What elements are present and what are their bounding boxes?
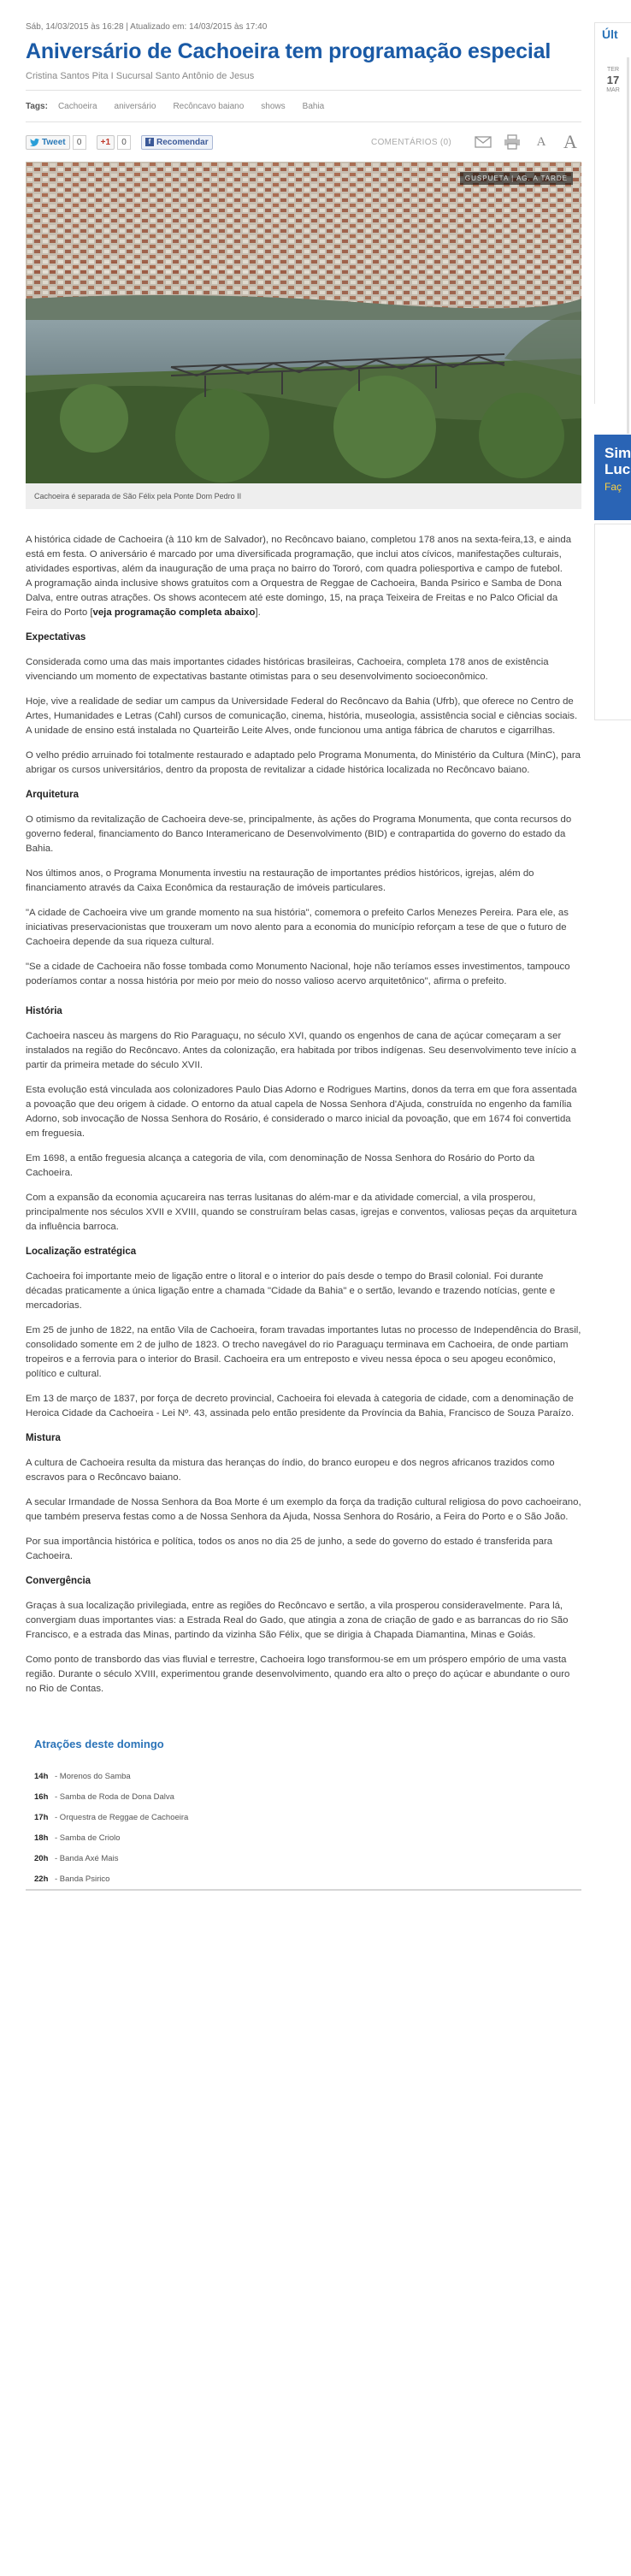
paragraph: Graças à sua localização privilegiada, entre as regiões do Recôncavo e sertão, a vila prosperou consideravelmente. Para lá, convergiam duas importantes vias: a Estrada Real do Gado, que atingia a zona de criação de gado e as barrancas do rio São Francisco, e a estrada das Minas, partindo da vizinha São Félix, que se dirigia à Chapada Diamantina, Minas e Goiás. — [26, 1601, 569, 1640]
paragraph-text: A programação ainda inclusive shows gratuitos com a Orquestra de Reggae de Cachoeira, Banda Psirico e Samba de Dona Dalva, entre outras atrações. Os shows acontecem até este domingo, 15, na praça Teixeira de Freitas e no Palco Oficial da Feira do Porto [ — [26, 578, 562, 618]
news-date-month: MAR — [606, 87, 620, 93]
paragraph: Em 13 de março de 1837, por força de decreto provincial, Cachoeira foi elevada à categoria de cidade, com a denominação de Heroica Cidade da Cachoeira - Lei Nº. 43, assinada pelo então presidente da Província da Bahia, Francisco de Souza Paraízo. — [26, 1394, 575, 1418]
news-date-weekday: TER — [607, 67, 619, 73]
divider — [26, 90, 581, 91]
tweet-label: Tweet — [42, 137, 66, 147]
schedule-act: - Banda Psirico — [55, 1874, 110, 1884]
schedule-act: - Orquestra de Reggae de Cachoeira — [55, 1812, 189, 1822]
schedule-act: - Samba de Roda de Dona Dalva — [55, 1791, 174, 1802]
schedule-hour: 17h — [34, 1812, 49, 1822]
schedule-item — [26, 1848, 222, 1868]
schedule-act: - Morenos do Samba — [55, 1771, 131, 1781]
paragraph: Em 1698, a então freguesia alcança a categoria de vila, com denominação de Nossa Senhora do Rosário do Porto da Cachoeira. — [26, 1153, 535, 1178]
paragraph: Cachoeira foi importante meio de ligação entre o litoral e o interior do país desde o tempo do Brasil colonial. Foi durante décadas praticamente a única ligação entre a chamada "Cidade da Bahia" e o sertão, levando e trazendo notícias, gente e mercadorias. — [26, 1271, 556, 1311]
news-date-day: 17 — [606, 74, 620, 86]
article-title: Aniversário de Cachoeira tem programação especial — [26, 39, 551, 63]
ad-text: Luc — [604, 461, 631, 477]
paragraph: Por sua importância histórica e política, todos os anos no dia 25 de junho, a sede do governo do estado é transferida para Cachoeira. — [26, 1537, 553, 1561]
paragraph: Hoje, vive a realidade de sediar um campus da Universidade Federal do Recôncavo da Bahia (Ufrb), que oferece no Centro de Artes, Humanidades e Letras (Cahl) cursos de comunicação, cinema, história, museologia, assistência social e ciências sociais. A unidade de ensino está instalada no Quarteirão Leite Alves, onde funcionou uma antiga fábrica de charutos e cigarrilhas. — [26, 696, 578, 736]
schedule-item — [26, 1868, 222, 1889]
paragraph: Com a expansão da economia açucareira nas terras lusitanas do além-mar e da atividade comercial, a vila prosperou, principalmente nos séculos XVII e XVIII, quando se construíram belas casas, igrejas e conventos, valiosas peças da arquitetura da influência barroca. — [26, 1193, 577, 1232]
article-author: Cristina Santos Pita I Sucursal Santo Antônio de Jesus — [26, 71, 255, 81]
tweet-count: 0 — [73, 135, 86, 150]
paragraph: Cachoeira nasceu às margens do Rio Paraguaçu, no século XVI, quando os engenhos de cana de açúcar começaram a ser instalados na região do Recôncavo. Antes da colonização, era habitada por tribos indígenas. Seu desenvolvimento teve início a partir da primeira metade do século XVII. — [26, 1031, 576, 1070]
email-button[interactable] — [472, 133, 494, 151]
program-link[interactable]: veja programação completa abaixo — [92, 607, 256, 618]
schedule-title: Atrações deste domingo — [34, 1738, 164, 1750]
schedule-hour: 22h — [34, 1874, 49, 1884]
share-toolbar — [26, 131, 581, 153]
schedule-item — [26, 1827, 222, 1848]
print-button[interactable] — [501, 133, 523, 151]
tag-list — [26, 99, 581, 113]
paragraph: A cultura de Cachoeira resulta da mistura das heranças do índio, do branco europeu e dos negros africanos trazidos como escravos para o Recôncavo baiano. — [26, 1458, 555, 1483]
section-heading: Expectativas — [26, 632, 86, 643]
font-increase-button[interactable] — [559, 133, 581, 151]
ad-cta: Faç — [604, 481, 622, 493]
font-decrease-button[interactable] — [530, 133, 552, 151]
article-photo — [26, 162, 581, 483]
scrollbar[interactable] — [627, 57, 629, 434]
email-icon — [475, 136, 492, 148]
paragraph — [26, 577, 581, 620]
schedule-item — [26, 1766, 222, 1786]
section-heading: História — [26, 1006, 62, 1016]
schedule-item — [26, 1786, 222, 1807]
sidebar-box — [594, 524, 631, 720]
schedule-act: - Samba de Criolo — [55, 1833, 121, 1843]
tweet-button[interactable] — [26, 135, 70, 150]
tag-link[interactable]: Recôncavo baiano — [173, 101, 245, 111]
paragraph: Considerada como uma das mais importantes cidades históricas brasileiras, Cachoeira, completa 178 anos de existência vivenciando um momento de expectativas bastante otimistas para o seu desenvolvimento socioeconômico. — [26, 657, 549, 682]
article-dateline: Sáb, 14/03/2015 às 16:28 | Atualizado em: 14/03/2015 às 17:40 — [26, 22, 268, 32]
comments-link[interactable]: COMENTÁRIOS (0) — [371, 137, 451, 147]
article-body — [26, 533, 581, 1697]
divider — [26, 1889, 581, 1891]
schedule-hour: 18h — [34, 1833, 49, 1843]
paragraph: Como ponto de transbordo das vias fluvial e terrestre, Cachoeira logo transformou-se em um próspero empório de uma vasta região. Durante o século XVIII, experimentou grande desenvolvimento, quando era alto o preço do açúcar e abundante o ouro no Rio de Contas. — [26, 1655, 570, 1694]
paragraph: O otimismo da revitalização de Cachoeira deve-se, principalmente, às ações do Programa Monumenta, que conta recursos do governo federal, financiamento do Banco Interamericano de Desenvolvimento (BID) e contrapartida do governo do estado da Bahia. — [26, 814, 572, 854]
paragraph-text: ]. — [255, 607, 261, 618]
gplus-count: 0 — [117, 135, 131, 150]
schedule-hour: 20h — [34, 1853, 49, 1863]
paragraph: O velho prédio arruinado foi totalmente restaurado e adaptado pelo Programa Monumenta, do Ministério da Cultura (MinC), para abrigar os cursos universitários, dentro da proposta de revitalizar a cidade histórica localizada no Recôncavo baiano. — [26, 750, 581, 775]
schedule-item — [26, 1807, 222, 1827]
photo-credit: GUSPUETA | AG. A TARDE — [460, 172, 573, 185]
tag-link[interactable]: Cachoeira — [57, 101, 97, 111]
paragraph: "Se a cidade de Cachoeira não fosse tombada como Monumento Nacional, hoje não teríamos esses investimentos, tampouco poderíamos contar a nossa história por meio por meio do nosso valioso acervo arquitetônico", afirma o prefeito. — [26, 962, 570, 986]
latest-news-box — [594, 22, 631, 404]
gplus-label: +1 — [100, 137, 111, 147]
tags-label: Tags: — [26, 101, 48, 111]
ad-text: Sim — [604, 445, 631, 461]
article-main — [26, 0, 581, 1891]
facebook-icon: f — [145, 138, 154, 146]
schedule-act: - Banda Axé Mais — [55, 1853, 119, 1863]
paragraph: "A cidade de Cachoeira vive um grande momento na sua história", comemora o prefeito Carlos Menezes Pereira. Para ele, as iniciativas preservacionistas que trouxeram um novo alento para a economia do município reforçam a tese de que o futuro de Cachoeira depende da sua riqueza cultural. — [26, 908, 569, 947]
section-heading: Convergência — [26, 1576, 91, 1586]
facebook-label: Recomendar — [156, 137, 209, 147]
tag-link[interactable]: Bahia — [302, 101, 325, 111]
paragraph: A histórica cidade de Cachoeira (à 110 km de Salvador), no Recôncavo baiano, completou 178 anos na sexta-feira,13, e ainda está em festa. O aniversário é marcado por uma diversificada programação, que inclui atos cívicos, manifestações culturais, atividades esportivas, além da inauguração de uma praça no bairro do Tororó, com quadra poliesportiva e campo de futebol. — [26, 535, 572, 574]
schedule-hour: 16h — [34, 1791, 49, 1802]
paragraph: Nos últimos anos, o Programa Monumenta investiu na restauração de importantes prédios históricos, igrejas, além do financiamento através da Caixa Econômica da restauração de imóveis particulares. — [26, 868, 534, 893]
section-heading: Localização estratégica — [26, 1247, 137, 1257]
schedule-hour: 14h — [34, 1771, 49, 1781]
tag-link[interactable]: aniversário — [114, 101, 156, 111]
font-increase-icon: A — [563, 131, 577, 152]
photo-caption: Cachoeira é separada de São Félix pela Ponte Dom Pedro II — [26, 483, 581, 509]
gplus-button[interactable] — [97, 135, 115, 150]
font-decrease-icon: A — [536, 134, 546, 149]
divider — [26, 121, 581, 122]
section-heading: Mistura — [26, 1433, 61, 1443]
facebook-recommend-button[interactable] — [141, 135, 213, 150]
print-icon — [504, 134, 521, 150]
twitter-icon — [30, 139, 39, 146]
cityscape-image — [26, 162, 581, 483]
ad-line — [604, 445, 631, 477]
section-heading: Arquitetura — [26, 790, 79, 800]
paragraph: A secular Irmandade de Nossa Senhora da Boa Morte é um exemplo da força da tradição cultural religiosa do povo cachoeirano, que também preserva festas como a de Nossa Senhora da Ajuda, Nossa Senhora do Rosário, a Feira do Porto e o São João. — [26, 1497, 581, 1522]
sidebar-ad-banner[interactable] — [594, 435, 631, 520]
paragraph: Esta evolução está vinculada aos colonizadores Paulo Dias Adorno e Rodrigues Martins, donos da terra em que fora assentada a povoação que deu origem à cidade. O entorno da atual capela de Nossa Senhora d'Ajuda, construída no engenho da família Adorno, sob invocação de Nossa Senhora do Rosário, é considerado o marco inicial da povoação, que em 1674 foi convertida em freguesia. — [26, 1085, 577, 1139]
news-date — [604, 66, 622, 95]
schedule-box — [26, 1738, 222, 1889]
tag-link[interactable]: shows — [261, 101, 286, 111]
latest-news-title: Últ — [602, 27, 618, 41]
paragraph: Em 25 de junho de 1822, na então Vila de Cachoeira, foram travadas importantes lutas no processo de Independência do Brasil, consolidado somente em 2 de julho de 1823. O trecho navegável do rio Paraguaçu terminava em Cachoeira, de onde partiam tropeiros e a ferrovia para o interior do Brasil. Cachoeira era um entreposto e viveu nessa época o seu apogeu econômico, político e cultural. — [26, 1325, 581, 1379]
